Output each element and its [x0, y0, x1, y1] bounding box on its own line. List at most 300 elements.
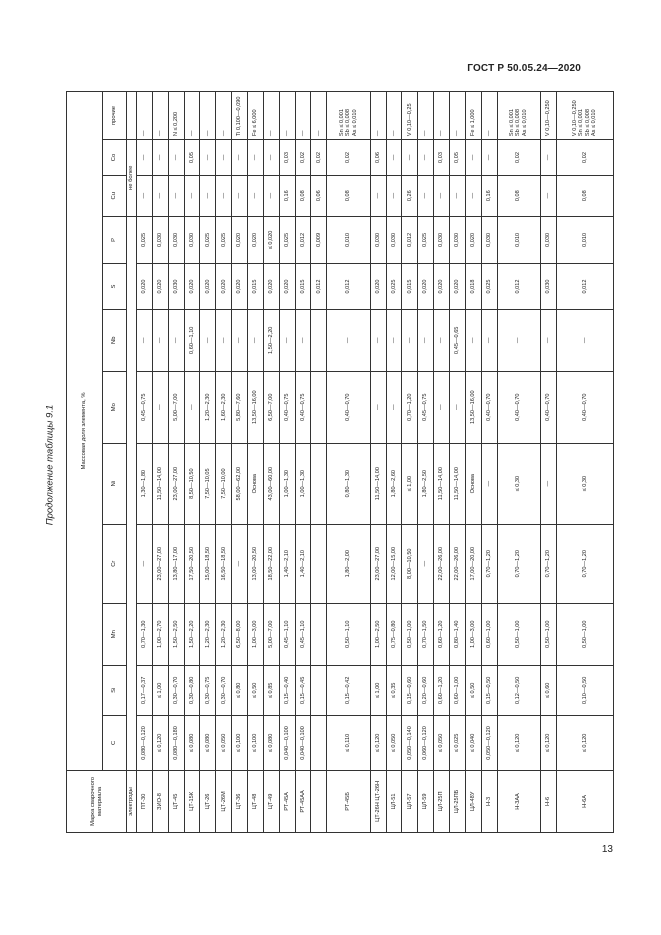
cell-p: 0,010 [327, 216, 370, 264]
other-element: — [204, 130, 211, 137]
cell-mn: 0,50—1,10 [327, 603, 370, 665]
cell-mo: — [370, 371, 386, 443]
material-name: РТ-45АА [295, 770, 311, 832]
column-header-7: S [103, 264, 127, 309]
column-header-5: Mo [103, 371, 127, 443]
material-name: ЦТ-45 [168, 770, 184, 832]
cell-s: 0,020 [232, 264, 248, 309]
cell-mn: 0,50—1,00 [556, 603, 613, 665]
cell-si: ≤ 1,00 [152, 665, 168, 715]
rotated-table-container [66, 91, 614, 833]
cell-cu: — [386, 175, 402, 216]
other-element: — [299, 130, 306, 137]
material-name: РТ-45Б [327, 770, 370, 832]
cell-ni: 11,50—14,00 [449, 443, 465, 524]
material-header: Марка сварочного материала [67, 770, 127, 832]
cell-c: ≤ 0,050 [386, 715, 402, 770]
cell-co: — [152, 140, 168, 176]
cell-c [311, 715, 327, 770]
cell-co: — [386, 140, 402, 176]
table-row [216, 92, 232, 833]
cell-ni: ≤ 0,30 [556, 443, 613, 524]
cell-c: ≤ 0,080 [184, 715, 200, 770]
table-row [263, 92, 279, 833]
cell-other [200, 92, 216, 140]
cell-other [137, 92, 153, 140]
cell-mn: 0,60—1,00 [481, 603, 497, 665]
cell-co: 0,06 [370, 140, 386, 176]
cell-nb: — [232, 309, 248, 371]
cell-ni: ≤ 0,30 [497, 443, 540, 524]
material-name: ЦТ-26Н ЦТ-26Н [370, 770, 386, 832]
cell-s: 0,020 [263, 264, 279, 309]
cell-mo: 0,45—0,75 [418, 371, 434, 443]
other-element: Fe ≤ 6,000 [252, 109, 259, 137]
cell-nb: — [481, 309, 497, 371]
cell-cr [311, 524, 327, 603]
cell-co: — [418, 140, 434, 176]
cell-nb: — [402, 309, 418, 371]
table-row [327, 92, 370, 833]
cell-other [556, 92, 613, 140]
cell-s: 0,020 [434, 264, 450, 309]
other-element: V 0,10—0,25 [406, 103, 413, 137]
cell-si: 0,10—0,50 [556, 665, 613, 715]
other-element: — [374, 130, 381, 137]
cell-ni: 1,00—1,30 [295, 443, 311, 524]
cell-co: — [481, 140, 497, 176]
cell-c: 0,080—0,180 [168, 715, 184, 770]
cell-p: 0,030 [449, 216, 465, 264]
cell-cu: — [449, 175, 465, 216]
cell-s: 0,025 [386, 264, 402, 309]
cell-ni: 58,00—62,00 [232, 443, 248, 524]
cell-ni: 11,50—14,00 [370, 443, 386, 524]
cell-c: 0,040—0,100 [279, 715, 295, 770]
cell-nb: — [540, 309, 556, 371]
table-row [449, 92, 465, 833]
cell-co: — [540, 140, 556, 176]
cell-ni: ≤ 1,00 [402, 443, 418, 524]
other-element: — [157, 130, 164, 137]
cell-mn: 0,70—1,30 [137, 603, 153, 665]
cell-s: 0,012 [311, 264, 327, 309]
cell-other [497, 92, 540, 140]
cell-other [465, 92, 481, 140]
cell-p: 0,025 [216, 216, 232, 264]
cell-si: 0,17—0,37 [137, 665, 153, 715]
cell-cu: 0,08 [497, 175, 540, 216]
other-element: — [454, 130, 461, 137]
cell-cu: 0,08 [556, 175, 613, 216]
column-header-row [103, 92, 127, 833]
other-element: V 0,10—0,250 [545, 100, 552, 137]
material-name: Н-3 [481, 770, 497, 832]
cell-other [216, 92, 232, 140]
cell-si: ≤ 0,60 [540, 665, 556, 715]
cell-mn: 0,45—1,10 [279, 603, 295, 665]
cell-cr: 22,00—26,00 [449, 524, 465, 603]
cell-other [540, 92, 556, 140]
table-row [200, 92, 216, 833]
cell-ni: Основа [465, 443, 481, 524]
cell-mn: 1,00—2,50 [370, 603, 386, 665]
cell-mo: 13,50—16,00 [248, 371, 264, 443]
cell-nb: 0,45—0,65 [449, 309, 465, 371]
cell-other [386, 92, 402, 140]
cell-si: 0,30—0,75 [200, 665, 216, 715]
cell-other [295, 92, 311, 140]
cell-nb: — [556, 309, 613, 371]
cell-cr: 0,70—1,20 [481, 524, 497, 603]
cell-s: 0,020 [152, 264, 168, 309]
cell-co: — [200, 140, 216, 176]
cell-cu: 0,06 [311, 175, 327, 216]
cell-c: ≤ 0,050 [216, 715, 232, 770]
cell-p: 0,012 [402, 216, 418, 264]
blank-header [127, 216, 137, 770]
cell-mn: 0,45—1,10 [295, 603, 311, 665]
material-name: ЦЛ-25П [434, 770, 450, 832]
cell-co: 0,02 [327, 140, 370, 176]
cell-nb: 0,60—1,10 [184, 309, 200, 371]
table-row [152, 92, 168, 833]
column-header-9: Cu [103, 175, 127, 216]
cell-cr: 1,40—2,10 [295, 524, 311, 603]
cell-cr: 0,70—1,20 [556, 524, 613, 603]
cell-cu: — [152, 175, 168, 216]
cell-mo: 0,40—0,70 [327, 371, 370, 443]
cell-nb [311, 309, 327, 371]
cell-ni: 1,30—1,80 [137, 443, 153, 524]
other-element: — [485, 130, 492, 137]
cell-cr: 12,00—15,00 [386, 524, 402, 603]
cell-co: — [232, 140, 248, 176]
cell-c: ≤ 0,080 [263, 715, 279, 770]
cell-c: ≤ 0,120 [497, 715, 540, 770]
cell-p: 0,020 [465, 216, 481, 264]
cell-si: 0,15—0,60 [402, 665, 418, 715]
cell-mn: 5,00—7,00 [263, 603, 279, 665]
cell-mo: 0,40—0,75 [295, 371, 311, 443]
cell-s: 0,020 [200, 264, 216, 309]
cell-cr: 23,00—27,00 [152, 524, 168, 603]
cell-co: — [168, 140, 184, 176]
cell-si: 0,60—1,00 [449, 665, 465, 715]
cell-cu: — [184, 175, 200, 216]
cell-s: 0,012 [556, 264, 613, 309]
cell-other [402, 92, 418, 140]
cell-nb: — [216, 309, 232, 371]
cell-mn: 0,60—1,20 [434, 603, 450, 665]
table-row [540, 92, 556, 833]
column-header-1: Si [103, 665, 127, 715]
cell-cr: 13,80—17,00 [168, 524, 184, 603]
cell-si: 0,30—0,70 [216, 665, 232, 715]
table-row [184, 92, 200, 833]
cell-other [152, 92, 168, 140]
column-header-8: P [103, 216, 127, 264]
material-name: ЦТ-36 [232, 770, 248, 832]
other-element: As ≤ 0,010 [521, 109, 528, 137]
cell-mn: 0,80—1,40 [449, 603, 465, 665]
cell-other [248, 92, 264, 140]
cell-si: 0,15—0,40 [279, 665, 295, 715]
cell-si: 0,30—0,80 [184, 665, 200, 715]
cell-other [232, 92, 248, 140]
cell-mo [311, 371, 327, 443]
cell-co: 0,02 [497, 140, 540, 176]
cell-ni: 11,50—14,00 [152, 443, 168, 524]
cell-p: 0,025 [418, 216, 434, 264]
cell-co: — [248, 140, 264, 176]
material-name: ЦТ-26М [216, 770, 232, 832]
cell-mo: 13,50—16,00 [465, 371, 481, 443]
cell-other [481, 92, 497, 140]
cell-cr: — [418, 524, 434, 603]
cell-cu: — [540, 175, 556, 216]
standard-code: ГОСТ Р 50.05.24—2020 [467, 63, 581, 74]
cell-cr: 1,80—2,00 [327, 524, 370, 603]
cell-c: ≤ 0,110 [327, 715, 370, 770]
cell-cr: 16,50—18,50 [216, 524, 232, 603]
other-element: Sb ≤ 0,008 [584, 109, 591, 137]
cell-c: ≤ 0,120 [556, 715, 613, 770]
cell-nb: — [248, 309, 264, 371]
cell-mo: 0,40—0,70 [556, 371, 613, 443]
material-name: ЦЛ-59 [418, 770, 434, 832]
other-element: Sn ≤ 0,001 [338, 109, 345, 137]
cell-cu: — [137, 175, 153, 216]
table-row [279, 92, 295, 833]
cell-mn: 0,50—1,00 [402, 603, 418, 665]
cell-mn: 0,75—0,80 [386, 603, 402, 665]
cell-c: 0,080—0,120 [137, 715, 153, 770]
cell-si: ≤ 0,50 [465, 665, 481, 715]
other-element: Sn ≤ 0,001 [578, 109, 585, 137]
cell-mn: 1,50—2,20 [184, 603, 200, 665]
table-row [370, 92, 386, 833]
cell-s: 0,020 [418, 264, 434, 309]
cell-mn: 0,50—1,00 [497, 603, 540, 665]
material-name: ЗИО-8 [152, 770, 168, 832]
other-element: Sb ≤ 0,008 [515, 109, 522, 137]
cell-si: 0,15—0,45 [295, 665, 311, 715]
cell-mn: 1,20—2,30 [216, 603, 232, 665]
cell-ni [311, 443, 327, 524]
cell-p: ≤ 0,020 [263, 216, 279, 264]
cell-other [311, 92, 327, 140]
other-element: — [438, 130, 445, 137]
cell-s: 0,012 [327, 264, 370, 309]
cell-ni: 1,00—1,30 [279, 443, 295, 524]
cell-p: 0,030 [184, 216, 200, 264]
cell-cr: 1,40—2,10 [279, 524, 295, 603]
cell-s: 0,020 [449, 264, 465, 309]
cell-mn: 1,00—2,70 [152, 603, 168, 665]
cell-other [449, 92, 465, 140]
other-element: N ≤ 0,200 [172, 111, 179, 137]
cell-nb: — [279, 309, 295, 371]
cell-other [279, 92, 295, 140]
cell-mn: 6,50—8,00 [232, 603, 248, 665]
cell-cu: 0,08 [295, 175, 311, 216]
cell-cu: — [248, 175, 264, 216]
cell-c: ≤ 0,120 [370, 715, 386, 770]
cell-c: ≤ 0,040 [465, 715, 481, 770]
cell-c: 0,060—0,120 [418, 715, 434, 770]
table-row [232, 92, 248, 833]
cell-c: 0,050—0,120 [481, 715, 497, 770]
material-name: ЦТ-15К [184, 770, 200, 832]
electrode-label: электроды [127, 770, 137, 832]
cell-p: 0,030 [152, 216, 168, 264]
cell-mn: 0,50—1,00 [540, 603, 556, 665]
cell-ni: 1,80—2,50 [418, 443, 434, 524]
cell-s: 0,012 [497, 264, 540, 309]
table-row [386, 92, 402, 833]
composition-table [66, 91, 614, 833]
material-name: ЦТ-48 [248, 770, 264, 832]
cell-ni: 8,50—10,50 [184, 443, 200, 524]
cell-cu: — [216, 175, 232, 216]
cell-p: 0,030 [386, 216, 402, 264]
cell-p: 0,009 [311, 216, 327, 264]
cell-s: 0,015 [248, 264, 264, 309]
page-number: 13 [601, 844, 613, 855]
group-header: Массовая доля элемента, % [67, 92, 103, 771]
cell-c: 0,050—0,140 [402, 715, 418, 770]
cell-co: — [465, 140, 481, 176]
column-header-6: Nb [103, 309, 127, 371]
cell-cu: — [418, 175, 434, 216]
cell-p: 0,010 [556, 216, 613, 264]
table-row [418, 92, 434, 833]
table-row [311, 92, 327, 833]
cell-si: ≤ 0,85 [263, 665, 279, 715]
cell-ni: 23,00—27,00 [168, 443, 184, 524]
cell-cu: — [465, 175, 481, 216]
cell-mn: 1,20—2,30 [200, 603, 216, 665]
caption-container [30, 90, 70, 840]
cell-s: 0,030 [168, 264, 184, 309]
cell-cu: 0,16 [481, 175, 497, 216]
column-header-0: C [103, 715, 127, 770]
cell-si: ≤ 0,80 [232, 665, 248, 715]
cell-p: 0,030 [434, 216, 450, 264]
cell-p: 0,030 [370, 216, 386, 264]
cell-c: ≤ 0,120 [152, 715, 168, 770]
cell-p: 0,020 [232, 216, 248, 264]
cell-nb: — [152, 309, 168, 371]
table-row [497, 92, 540, 833]
cell-s: 0,030 [540, 264, 556, 309]
cell-c: ≤ 0,025 [449, 715, 465, 770]
cell-cu: — [370, 175, 386, 216]
material-name: Н-6А [556, 770, 613, 832]
cell-s: 0,020 [279, 264, 295, 309]
cell-other [370, 92, 386, 140]
cell-c: ≤ 0,100 [232, 715, 248, 770]
cell-co: — [402, 140, 418, 176]
cell-cr: 17,00—20,00 [465, 524, 481, 603]
cell-cu: — [434, 175, 450, 216]
cell-mn [311, 603, 327, 665]
other-element: Sn ≤ 0,001 [509, 109, 516, 137]
material-name: ПТ-30 [137, 770, 153, 832]
cell-co: 0,03 [434, 140, 450, 176]
cell-si: 0,30—0,70 [168, 665, 184, 715]
cell-mo: 1,60—2,30 [216, 371, 232, 443]
table-row [465, 92, 481, 833]
cell-p: 0,025 [137, 216, 153, 264]
cell-ni: — [481, 443, 497, 524]
cell-cr: — [232, 524, 248, 603]
cell-si [311, 665, 327, 715]
cell-s: 0,020 [216, 264, 232, 309]
cell-co: 0,02 [311, 140, 327, 176]
cell-mo: 0,70—1,20 [402, 371, 418, 443]
cell-mo: 0,45—0,75 [137, 371, 153, 443]
cell-co: 0,05 [184, 140, 200, 176]
cell-si: ≤ 0,50 [248, 665, 264, 715]
cell-cr: 23,00—27,00 [370, 524, 386, 603]
material-name: Н-6 [540, 770, 556, 832]
cell-p: 0,030 [481, 216, 497, 264]
other-element: — [283, 130, 290, 137]
cell-co: 0,02 [556, 140, 613, 176]
cell-mo: — [152, 371, 168, 443]
cell-mo: 0,40—0,70 [497, 371, 540, 443]
cell-nb: — [465, 309, 481, 371]
cell-mn: 1,00—3,00 [465, 603, 481, 665]
cell-ni: Основа [248, 443, 264, 524]
cell-ni: 0,80—1,30 [327, 443, 370, 524]
other-element: As ≤ 0,010 [591, 109, 598, 137]
material-name: ЦТ-49 [263, 770, 279, 832]
cell-si: 0,60—1,20 [434, 665, 450, 715]
cell-other [434, 92, 450, 140]
material-name: ЦТ-26 [200, 770, 216, 832]
table-row [248, 92, 264, 833]
cell-nb: — [137, 309, 153, 371]
table-row [168, 92, 184, 833]
column-header-2: Mn [103, 603, 127, 665]
other-element: As ≤ 0,010 [351, 109, 358, 137]
cell-s: 0,015 [402, 264, 418, 309]
other-element: Ti 0,100—0,090 [236, 96, 243, 137]
cell-nb: — [295, 309, 311, 371]
column-header-3: Cr [103, 524, 127, 603]
cell-cr: 15,00—18,50 [200, 524, 216, 603]
cell-mo: — [434, 371, 450, 443]
cell-mo: 5,00—7,00 [168, 371, 184, 443]
cell-co: 0,05 [449, 140, 465, 176]
cell-ni: 43,00—60,00 [263, 443, 279, 524]
cell-mo: 6,50—7,00 [263, 371, 279, 443]
cell-mo: 0,40—0,70 [481, 371, 497, 443]
cell-mn: 0,70—1,50 [418, 603, 434, 665]
cell-p: 0,030 [540, 216, 556, 264]
cell-other [184, 92, 200, 140]
cell-cu: — [232, 175, 248, 216]
table-row [402, 92, 418, 833]
cell-nb: — [327, 309, 370, 371]
table-row [434, 92, 450, 833]
table-caption: Продолжение таблицы 9.1 [44, 404, 56, 526]
other-element: Fe ≤ 1,000 [470, 109, 477, 137]
cell-nb: — [386, 309, 402, 371]
